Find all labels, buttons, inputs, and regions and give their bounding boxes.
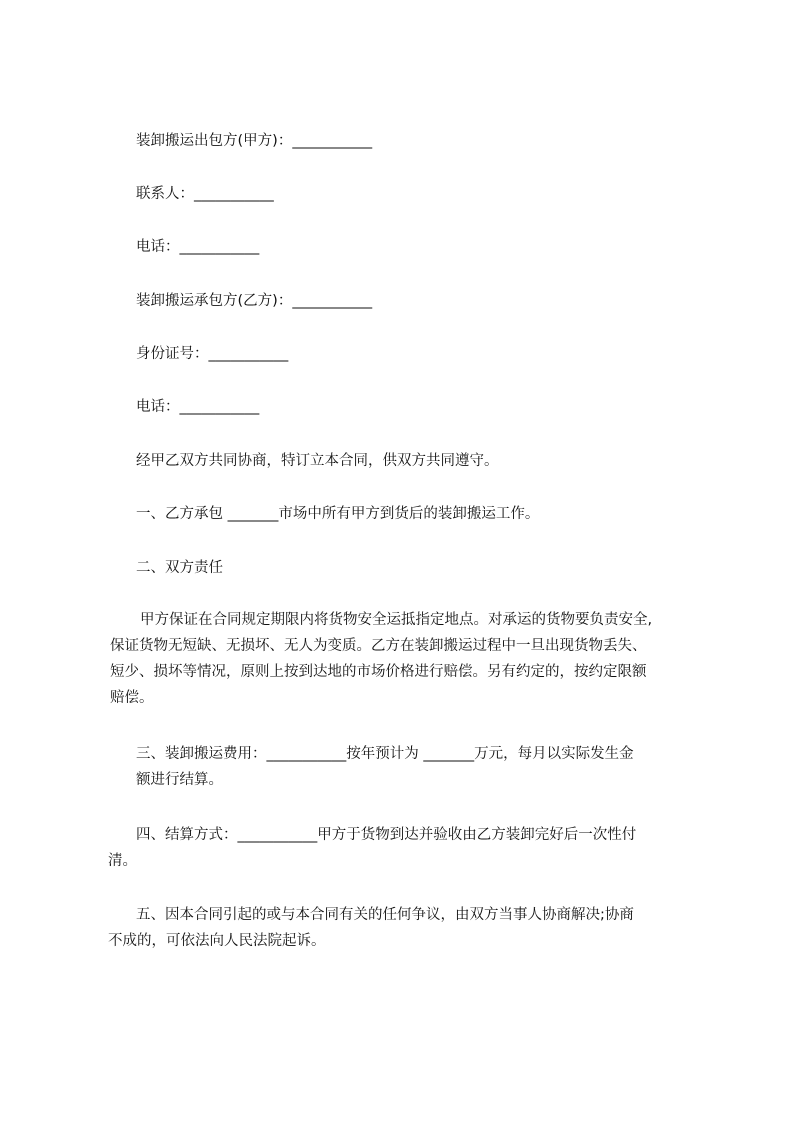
party-a-label: 装卸搬运出包方(甲方)：: [136, 133, 293, 149]
party-b-field: [136, 292, 793, 310]
party-a-blank[interactable]: ___________: [292, 133, 373, 149]
party-b-blank[interactable]: ___________: [292, 293, 373, 309]
id-number-label: 身份证号：: [136, 346, 209, 362]
id-number-blank[interactable]: ___________: [208, 346, 289, 362]
clause-2-title: 二、双方责任: [136, 560, 223, 576]
clause-1: [136, 505, 793, 523]
clause-2-body: [108, 611, 708, 707]
clause-4: [108, 826, 708, 870]
clause-3: [108, 745, 708, 789]
intro-text: 经甲乙双方共同协商，特订立本合同，供双方共同遵守。: [136, 453, 499, 469]
clause-5-line-2: 不成的，可依法向人民法院起诉。: [108, 933, 326, 949]
clause-4-line-2: 清。: [108, 853, 137, 869]
phone-a-field: [136, 238, 793, 256]
contact-blank[interactable]: ___________: [194, 186, 274, 202]
clause-5-line-1: 五、因本合同引起的或与本合同有关的任何争议，由双方当事人协商解决;协商: [136, 907, 634, 923]
phone-b-blank[interactable]: ___________: [179, 399, 260, 415]
party-a-field: [136, 132, 793, 150]
contact-field: [136, 185, 793, 203]
clause-2-line-1: 甲方保证在合同规定期限内将货物安全运抵指定地点。对承运的货物要负责安全,: [140, 612, 653, 628]
id-number-field: [136, 345, 793, 363]
clause-3-blank-1[interactable]: ___________: [266, 746, 347, 762]
clause-2-line-4: 赔偿。: [110, 690, 154, 706]
clause-3-line-1: [108, 745, 708, 763]
phone-a-label: 电话：: [136, 239, 180, 255]
clause-3-middle: 按年预计为: [346, 746, 419, 762]
clause-3-prefix: 三、装卸搬运费用：: [136, 746, 267, 762]
party-b-label: 装卸搬运承包方(乙方)：: [136, 293, 293, 309]
clause-4-line-1: [108, 826, 708, 844]
clause-4-prefix: 四、结算方式：: [136, 827, 238, 843]
clause-2-line-2: 保证货物无短缺、无损坏、无人为变质。乙方在装卸搬运过程中一旦出现货物丢失、: [110, 638, 647, 654]
contact-label: 联系人：: [136, 186, 194, 202]
clause-4-suffix: 甲方于货物到达并验收由乙方装卸完好后一次性付: [317, 827, 637, 843]
clause-3-line-2: 额进行结算。: [136, 772, 223, 788]
clause-1-blank[interactable]: _______: [227, 506, 279, 522]
phone-a-blank[interactable]: ___________: [179, 239, 260, 255]
clause-2-line-3: 短少、损坏等情况，原则上按到达地的市场价格进行赔偿。另有约定的，按约定限额: [110, 664, 647, 680]
clause-5: [108, 906, 708, 950]
clause-4-blank[interactable]: ___________: [237, 827, 318, 843]
clause-1-prefix: 一、乙方承包: [136, 506, 223, 522]
phone-b-label: 电话：: [136, 399, 180, 415]
clause-3-suffix: 万元，每月以实际发生金: [474, 746, 634, 762]
phone-b-field: [136, 398, 793, 416]
clause-3-blank-2[interactable]: _______: [423, 746, 475, 762]
clause-1-suffix: 市场中所有甲方到货后的装卸搬运工作。: [278, 506, 540, 522]
